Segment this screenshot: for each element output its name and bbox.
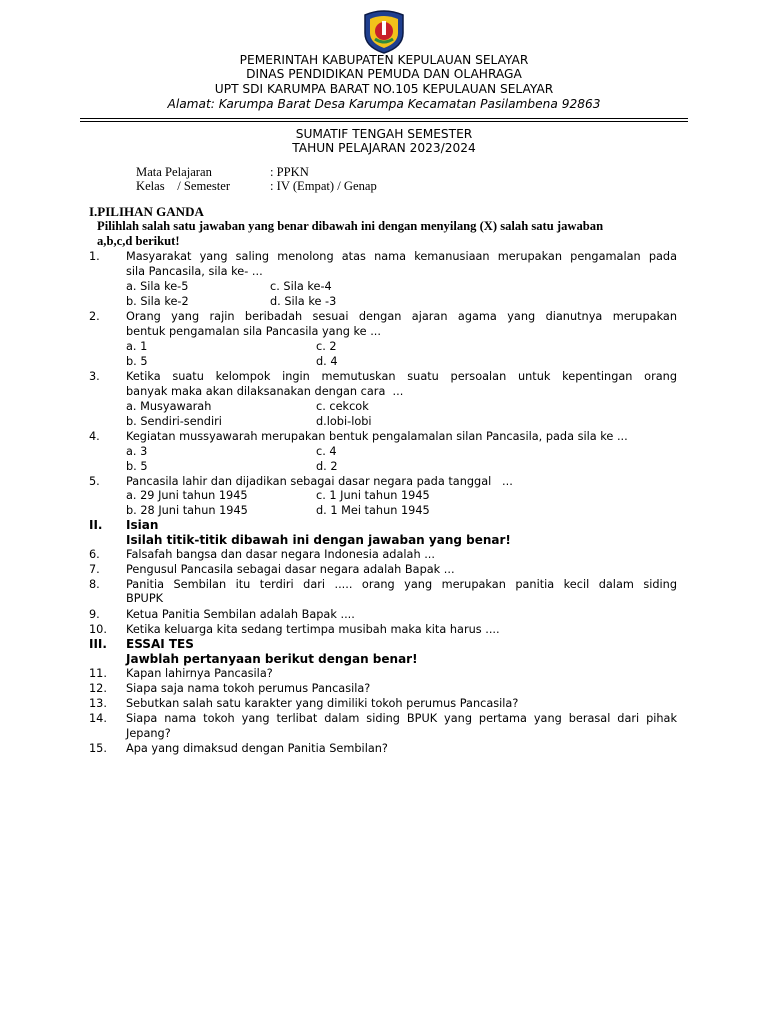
option-b: b. 5 <box>126 460 148 473</box>
question-number: 13. <box>89 697 107 710</box>
option-c: c. 1 Juni tahun 1945 <box>316 489 430 502</box>
exam-year: TAHUN PELAJARAN 2023/2024 <box>292 141 476 155</box>
question-number: 5. <box>89 475 100 488</box>
regency-logo <box>361 9 407 54</box>
section1-instruction-line1: Pilihlah salah satu jawaban yang benar dibawah ini dengan menyilang (X) salah satu jawaban <box>97 219 604 233</box>
section2-instruction: Isilah titik-titik dibawah ini dengan jawaban yang benar! <box>126 533 511 547</box>
question-number: 4. <box>89 430 100 443</box>
question-number: 11. <box>89 667 107 680</box>
question-text: Falsafah bangsa dan dasar negara Indonesia adalah ... <box>126 548 435 561</box>
option-d: d. 1 Mei tahun 1945 <box>316 504 430 517</box>
section2-heading: Isian <box>126 518 159 532</box>
option-d: d.lobi-lobi <box>316 415 372 428</box>
option-a: a. 29 Juni tahun 1945 <box>126 489 248 502</box>
question-number: 15. <box>89 742 107 755</box>
question-text: Siapa saja nama tokoh perumus Pancasila? <box>126 682 371 695</box>
question-text: Kegiatan mussyawarah merupakan bentuk pengalamalan silan Pancasila, pada sila ke ... <box>126 430 628 443</box>
header-rule-thick <box>80 118 688 119</box>
question-text: Pancasila lahir dan dijadikan sebagai dasar negara pada tanggal ... <box>126 475 513 488</box>
option-c: c. 2 <box>316 340 337 353</box>
section3-heading: ESSAI TES <box>126 637 194 651</box>
question-text: Ketua Panitia Sembilan adalah Bapak .... <box>126 608 355 621</box>
question-text: Apa yang dimaksud dengan Panitia Sembilan? <box>126 742 388 755</box>
option-d: d. 2 <box>316 460 338 473</box>
option-b: b. Sila ke-2 <box>126 295 189 308</box>
question-text: Masyarakat yang saling menolong atas nama kemanusiaan merupakan pengamalan pada <box>126 250 677 263</box>
question-text-cont: sila Pancasila, sila ke- ... <box>126 265 263 278</box>
option-c: c. 4 <box>316 445 337 458</box>
question-number: 1. <box>89 250 100 263</box>
question-text-cont: Jepang? <box>126 727 171 740</box>
question-text-cont: BPUPK <box>126 592 164 605</box>
section1-instruction-line2: a,b,c,d berikut! <box>97 234 180 248</box>
header-rule-thin <box>80 121 688 122</box>
option-c: c. Sila ke-4 <box>270 280 332 293</box>
question-text: Pengusul Pancasila sebagai dasar negara adalah Bapak ... <box>126 563 455 576</box>
question-text: Siapa nama tokoh yang terlibat dalam siding BPUK yang pertama yang berasal dari pihak <box>126 712 677 725</box>
question-text: Kapan lahirnya Pancasila? <box>126 667 273 680</box>
question-text: Sebutkan salah satu karakter yang dimiliki tokoh perumus Pancasila? <box>126 697 519 710</box>
class-label: Kelas / Semester <box>136 179 231 193</box>
option-a: a. 1 <box>126 340 148 353</box>
option-b: b. 28 Juni tahun 1945 <box>126 504 248 517</box>
question-number: 6. <box>89 548 100 561</box>
subject-value: : PPKN <box>270 165 309 179</box>
question-text: Orang yang rajin beribadah sesuai dengan ajaran agama yang dianutnya merupakan <box>126 310 677 323</box>
option-a: a. Sila ke-5 <box>126 280 189 293</box>
section3-instruction: Jawblah pertanyaan berikut dengan benar! <box>126 652 418 666</box>
section3-number: III. <box>89 637 107 651</box>
option-c: c. cekcok <box>316 400 369 413</box>
header-line2: DINAS PENDIDIKAN PEMUDA DAN OLAHRAGA <box>246 67 522 81</box>
option-b: b. Sendiri-sendiri <box>126 415 222 428</box>
option-a: a. 3 <box>126 445 148 458</box>
header-address: Alamat: Karumpa Barat Desa Karumpa Kecamatan Pasilambena 92863 <box>167 97 601 111</box>
question-text-cont: bentuk pengamalan sila Pancasila yang ke ... <box>126 325 381 338</box>
question-number: 9. <box>89 608 100 621</box>
question-text: Ketika keluarga kita sedang tertimpa musibah maka kita harus .... <box>126 623 500 636</box>
question-text: Ketika suatu kelompok ingin memutuskan suatu persoalan untuk kepentingan orang <box>126 370 677 383</box>
option-b: b. 5 <box>126 355 148 368</box>
section1-heading: I.PILIHAN GANDA <box>89 204 204 219</box>
question-number: 14. <box>89 712 107 725</box>
question-number: 12. <box>89 682 107 695</box>
question-number: 2. <box>89 310 100 323</box>
class-value: : IV (Empat) / Genap <box>270 179 377 193</box>
question-number: 10. <box>89 623 107 636</box>
section2-number: II. <box>89 518 103 532</box>
option-d: d. Sila ke -3 <box>270 295 337 308</box>
option-a: a. Musyawarah <box>126 400 212 413</box>
exam-title: SUMATIF TENGAH SEMESTER <box>295 127 473 141</box>
question-text: Panitia Sembilan itu terdiri dari ..... orang yang merupakan panitia kecil dalam siding <box>126 578 677 591</box>
option-d: d. 4 <box>316 355 338 368</box>
header-line3: UPT SDI KARUMPA BARAT NO.105 KEPULAUAN SELAYAR <box>214 82 554 96</box>
question-number: 7. <box>89 563 100 576</box>
header-line1: PEMERINTAH KABUPATEN KEPULAUAN SELAYAR <box>239 53 529 67</box>
subject-label: Mata Pelajaran <box>136 165 212 179</box>
question-number: 3. <box>89 370 100 383</box>
question-text-cont: banyak maka akan dilaksanakan dengan cara ... <box>126 385 404 398</box>
question-number: 8. <box>89 578 100 591</box>
